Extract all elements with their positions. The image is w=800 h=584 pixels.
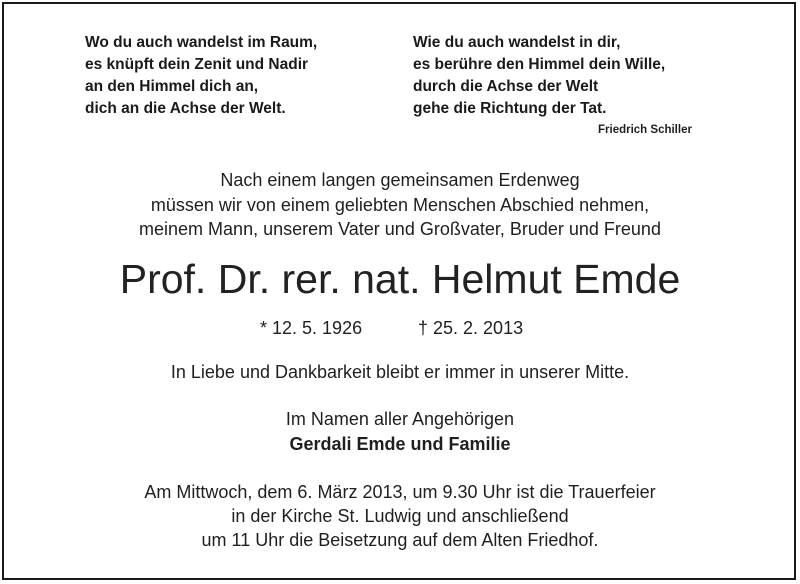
poem-left [85, 32, 317, 120]
poem-left-line-4: dich an die Achse der Welt. [85, 100, 286, 117]
deceased-name: Prof. Dr. rer. nat. Helmut Emde [119, 256, 681, 302]
poem-left-line-1: Wo du auch wandelst im Raum, [85, 34, 318, 51]
intro-line-2: müssen wir von einem geliebten Menschen Abschied nehmen, [150, 194, 650, 215]
poem-left-line-2: es knüpft dein Zenit und Nadir [85, 56, 309, 73]
poem-right-line-4: gehe die Richtung der Tat. [413, 100, 607, 117]
poem-right-line-1: Wie du auch wandelst in dir, [413, 34, 621, 51]
poem-right-line-3: durch die Achse der Welt [413, 78, 599, 95]
family-name: Gerdali Emde und Familie [289, 434, 511, 454]
poem-right-line-2: es berühre den Himmel dein Wille, [413, 56, 666, 73]
funeral-line-1: Am Mittwoch, dem 6. März 2013, um 9.30 Uhr ist die Trauerfeier [144, 482, 656, 502]
birth-date: * 12. 5. 1926 [260, 318, 363, 338]
death-date: † 25. 2. 2013 [418, 318, 524, 338]
poem-attribution: Friedrich Schiller [598, 124, 692, 136]
funeral-line-2: in der Kirche St. Ludwig und anschließend [231, 506, 569, 526]
poem-right [413, 32, 665, 120]
signoff-line: Im Namen aller Angehörigen [285, 409, 515, 429]
signoff [0, 407, 800, 457]
memory-line: In Liebe und Dankbarkeit bleibt er immer in unserer Mitte. [170, 362, 630, 382]
intro-text [0, 168, 800, 242]
poem-left-line-3: an den Himmel dich an, [85, 78, 259, 95]
funeral-line-3: um 11 Uhr die Beisetzung auf dem Alten Friedhof. [201, 530, 599, 550]
funeral-info [0, 480, 800, 552]
intro-line-3: meinem Mann, unserem Vater und Großvater, Bruder und Freund [139, 219, 661, 239]
intro-line-1: Nach einem langen gemeinsamen Erdenweg [220, 170, 580, 190]
